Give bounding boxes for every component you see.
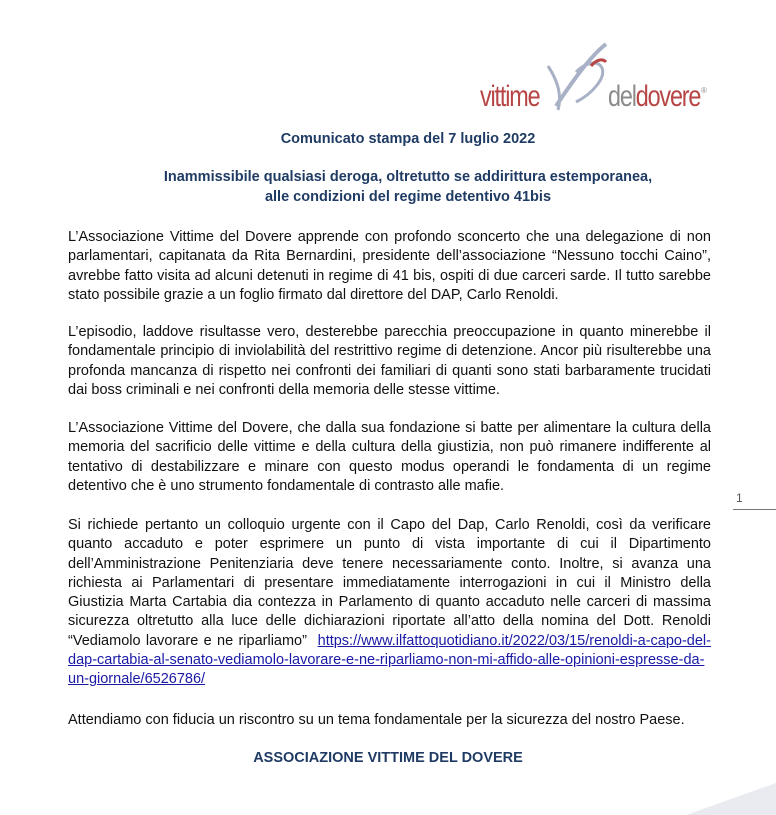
logo (478, 36, 718, 116)
title-line-2: alle condizioni del regime detentivo 41bis (264, 189, 552, 205)
signature: ASSOCIAZIONE VITTIME DEL DOVERE (253, 750, 523, 766)
paragraph-4 (68, 516, 711, 690)
page-corner-shadow (666, 775, 776, 815)
logo-word-vittime: vittime (480, 80, 540, 113)
paragraph-4-text: Si richiede pertanto un colloquio urgente con il Capo del Dap, Carlo Renoldi, così da verificare quanto accaduto e poter esprimere un punto di vista importante di cui il Dipartimento dell’Amministrazione Penitenziaria deve tenere necessariamente conto. Inoltre, si avanza una richiesta ai Parlamentari di presentare immediatamente interrogazioni in cui il Ministro della Giustizia Marta Cartabia dia contezza in Parlamento di quanto accaduto nelle carceri di massima sicurezza oltretutto alla luce delle dichiarazioni riportate all’atto della nomina del Dott. Renoldi “Vediamolo lavorare e ne riparliamo” (68, 517, 711, 649)
paragraph-1: L’Associazione Vittime del Dovere apprende con profondo sconcerto che una delegazione di non parlamentari, capitanata da Rita Bernardini, presidente dell’associazione “Nessuno tocchi Caino”, avrebbe fatto visita ad alcuni detenuti in regime di 41 bis, ospiti di due carceri sarde. Il tutto sarebbe stato possibile grazie a un foglio firmato dal direttore del DAP, Carlo Renoldi. (68, 229, 711, 303)
page-divider (733, 509, 776, 510)
article-link[interactable]: https://www.ilfattoquotidiano.it/2022/03/15/renoldi-a-capo-del-dap-cartabia-al-senato-vediamolo-lavorare-e-ne-riparliamo-non-mi-affido-alle-opinioni-espresse-da-un-giornale/6526786/ (68, 632, 711, 688)
logo-registered-mark: ® (701, 86, 707, 95)
paragraph-5: Attendiamo con fiducia un riscontro su un tema fondamentale per la sicurezza del nostro Paese. (68, 712, 685, 728)
title-line-1: Inammissibile qualsiasi deroga, oltretutto se addirittura estemporanea, (163, 169, 653, 185)
logo-word-del: del (608, 80, 636, 113)
paragraph-3: L’Associazione Vittime del Dovere, che dalla sua fondazione si batte per alimentare la cultura della memoria del sacrificio delle vittime e della cultura della giustizia, non può rimanere indifferente al tentativo di destabilizzare e minare con questo modus operandi le fondamenta di un regime detentivo che è uno strumento fondamentale di contrasto alle mafie. (68, 420, 711, 494)
date-heading: Comunicato stampa del 7 luglio 2022 (280, 131, 536, 147)
paragraph-2: L’episodio, laddove risultasse vero, desterebbe parecchia preoccupazione in quanto minerebbe il fondamentale principio di inviolabilità del restrittivo regime di detenzione. Ancor più risulterebbe una profonda mancanza di rispetto nei confronti dei familiari di quanti sono stati barbaramente trucidati dai boss criminali e nei confronti della memoria delle stesse vittime. (68, 324, 711, 398)
logo-word-dovere: dovere (635, 80, 701, 113)
logo-word-deldovere (608, 80, 700, 114)
page-number: 1 (736, 491, 743, 505)
